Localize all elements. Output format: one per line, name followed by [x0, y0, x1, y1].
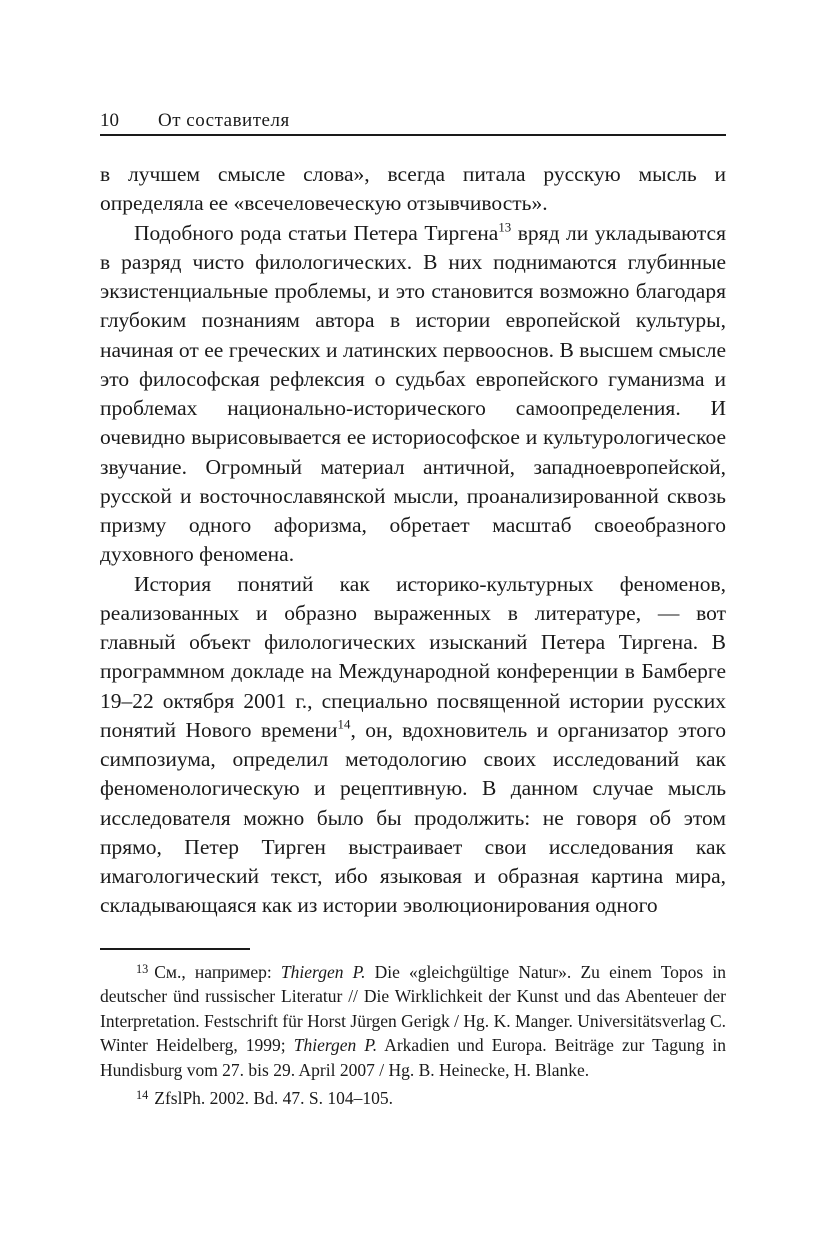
paragraph-3-text-a: История понятий как историко-культурных феноменов, реализованных и образно выраженных в литературе, — вот главный объект филологических изысканий Петера Тиргена. В программном докладе на Международной конференции в Бамберге 19–22 октября 2001 г., специально посвященной истории русских понятий Нового времени: [100, 571, 726, 742]
paragraph-3: [100, 570, 726, 921]
footnote-ref-14[interactable]: 14: [337, 717, 351, 732]
footnote-divider: [100, 948, 250, 950]
footnote-14-mark: 14: [136, 1087, 149, 1102]
footnote-13-text-1: См., например:: [154, 962, 281, 982]
paragraph-1: [100, 160, 726, 219]
page-number: 10: [100, 110, 119, 131]
footnote-13-text-3: Arkadien und Europa. Beiträge zur Tagung in Hundisburg vom 27. bis 29. April 2007 / Hg. B. Heinecke, H. Blanke.: [100, 1035, 726, 1080]
footnote-14: [100, 1086, 726, 1110]
paragraph-2: [100, 219, 726, 570]
paragraph-1-text: в лучшем смысле слова», всегда питала русскую мысль и определяла ее «всечеловеческую отзывчивость».: [100, 162, 726, 216]
body-text: [100, 160, 726, 921]
footnote-13-text-2: Die «gleichgültige Natur». Zu einem Topos in deutscher ünd russischer Literatur // Die Wirklichkeit der Kunst und das Abenteuer der Interpretation. Festschrift für Horst Jürgen Gerigk / Hg. K. Manger. Universitätsverlag C. Winter Heidelberg, 1999;: [100, 962, 726, 1056]
footnote-13-author-1: Thiergen P.: [280, 962, 366, 982]
footnote-13: [100, 960, 726, 1082]
paragraph-2-text-a: Подобного рода статьи Петера Тиргена: [134, 220, 499, 245]
running-title: От составителя: [158, 110, 290, 131]
footnotes: [100, 960, 726, 1110]
footnote-14-text: ZfslPh. 2002. Bd. 47. S. 104–105.: [154, 1088, 393, 1109]
running-header: [100, 108, 726, 136]
footnote-ref-13[interactable]: 13: [498, 220, 512, 235]
paragraph-3-text-b: , он, вдохновитель и организатор этого симпозиума, определил методологию своих исследований как феноменологическую и рецептивную. В данном случае мысль исследователя можно было бы продолжить: не говоря об этом прямо, Петер Тирген выстраивает свои исследования как имагологический текст, ибо языковая и образная картина мира, складывающаяся как из истории эволюционирования одного: [100, 717, 726, 918]
footnote-13-author-2: Thiergen P.: [293, 1035, 378, 1056]
paragraph-2-text-b: вряд ли укладываются в разряд чисто филологических. В них поднимаются глубинные экзистенциальные проблемы, и это становится возможно благодаря глубоким познаниям автора в истории европейской культуры, начиная от ее греческих и латинских первооснов. В высшем смысле это философская рефлексия о судьбах европейского гуманизма и проблемах национально-исторического самоопределения. И очевидно вырисовывается ее историософское и культурологическое звучание. Огромный материал античной, западноевропейской, русской и восточнославянской мысли, проанализированной сквозь призму одного афоризма, обретает масштаб своеобразного духовного феномена.: [100, 220, 726, 567]
footnote-13-mark: 13: [136, 961, 149, 976]
